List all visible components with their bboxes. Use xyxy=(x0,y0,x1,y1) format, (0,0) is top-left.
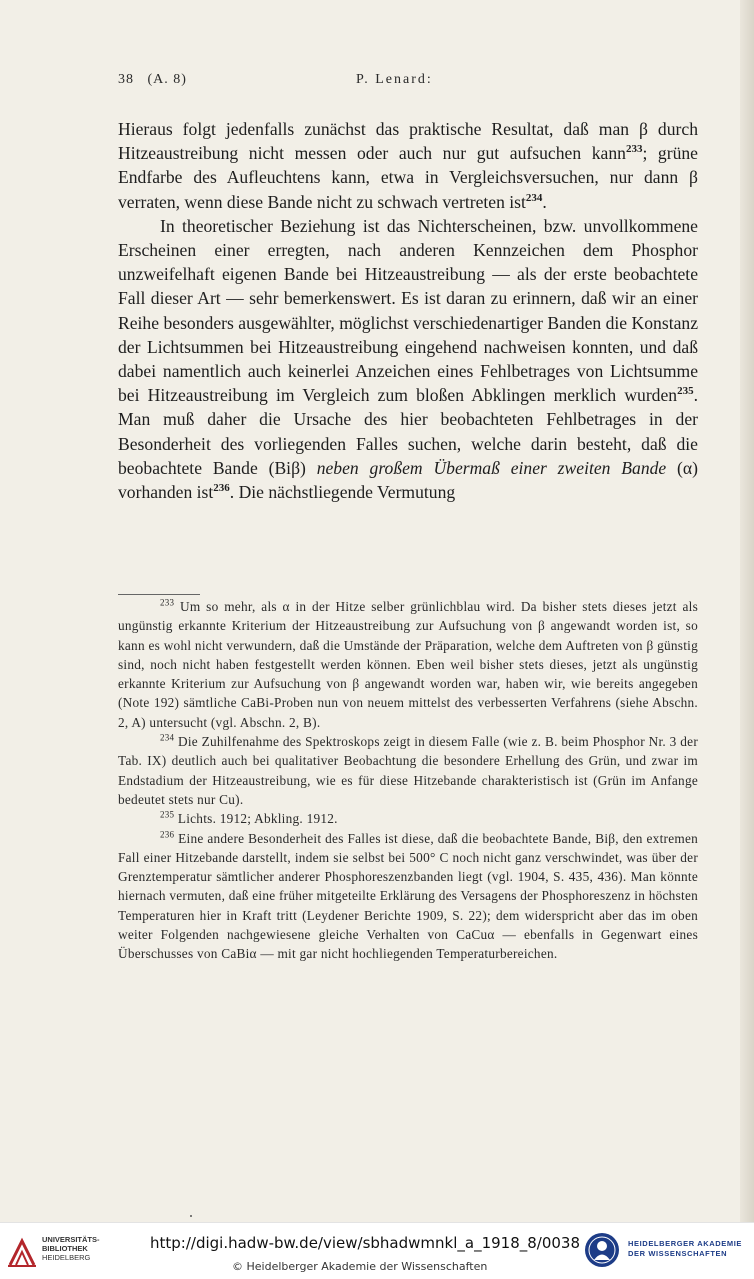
footnote-number: 236 xyxy=(160,829,175,840)
academy-line-2: DER WISSENSCHAFTEN xyxy=(628,1249,728,1258)
scan-speck xyxy=(190,1215,192,1217)
footnote-233 xyxy=(118,597,698,732)
university-library-name[interactable] xyxy=(42,1235,100,1262)
p2-text-c: (α) vorhanden ist xyxy=(118,457,698,503)
p1-text-b: ; grüne Endfarbe des Aufleuchtens kann, etwa in Vergleichsversuchen, nur dann β verraten, wenn diese Bande nicht zu schwach vertreten ist xyxy=(118,143,698,212)
page-number: 38 (A. 8) xyxy=(118,72,187,87)
footnote-rule xyxy=(118,594,200,595)
footnote-number: 235 xyxy=(160,809,175,820)
p1-text-c: . xyxy=(542,191,547,212)
footnotes xyxy=(118,597,698,964)
author-head: P. Lenard: xyxy=(356,72,433,87)
permalink-url[interactable]: http://digi.hadw-bw.de/view/sbhadwmnkl_a_1918_8/0038 xyxy=(150,1234,581,1252)
page-edge-shadow xyxy=(740,0,754,1222)
footnote-text: Um so mehr, als α in der Hitze selber grünlichblau wird. Da bisher stets dieses jetzt als ungünstig erkannte Kriterium der Hitzeaustreibung zur Aufsuchung von β angewandt worden ist, so kann es wohl nicht verwundern, daß die Umstände der Präparation, welche dem Auftreten von β günstig sind, noch nicht haben festgestellt werden können. Eben weil bisher stets dieses, jetzt als ungünstig erkannte Kriterium zur Aufsuchung von β angewandt worden war, haben wir, wie bereits angegeben (Note 192) sämtliche CaBi-Proben nun von neuem mittelst des verbesserten Verfahrens (siehe Abschn. 2, A) untersucht (vgl. Abschn. 2, B). xyxy=(118,599,698,730)
p1-text-a: Hieraus folgt jedenfalls zunächst das praktische Resultat, daß man β durch Hitzeaustreibung nicht messen oder auch nur gut aufsuchen kann xyxy=(118,119,698,164)
footnote-number: 233 xyxy=(160,597,175,608)
p2-italic-phrase: neben großem Übermaß einer zweiten Bande xyxy=(316,457,667,478)
footnote-ref-234[interactable]: 234 xyxy=(525,191,543,204)
university-library-logo-icon[interactable] xyxy=(6,1237,38,1269)
viewer-footer xyxy=(0,1222,754,1279)
academy-name[interactable] xyxy=(628,1239,742,1259)
library-line-1: UNIVERSITÄTS- xyxy=(42,1235,100,1244)
footnote-text: Die Zuhilfenahme des Spektroskops zeigt in diesem Falle (wie z. B. beim Phosphor Nr. 3 der Tab. IX) deutlich auch bei qualitativer Beobachtung die besondere Erhellung des Grün, und zwar im Endstadium der Hitzeaustreibung, wie es für diese Hitzebande charakteristisch ist (Grün im Anfange bedeutet stets nur Cu). xyxy=(118,734,698,807)
library-line-3: HEIDELBERG xyxy=(42,1253,91,1262)
academy-line-1: HEIDELBERGER AKADEMIE xyxy=(628,1239,742,1248)
footnote-ref-236[interactable]: 236 xyxy=(213,482,230,495)
academy-seal-icon[interactable] xyxy=(583,1231,621,1269)
footnote-234 xyxy=(118,732,698,809)
footnote-235 xyxy=(118,809,698,828)
footnote-text: Lichts. 1912; Abkling. 1912. xyxy=(177,811,338,827)
footnote-text: Eine andere Besonderheit des Falles ist diese, daß die beobachtete Bande, Biβ, den extremen Fall einer Hitzebande darstellt, indem sie selbst bei 500° C noch nicht ganz verschwindet, was über der Grenztemperatur sämtlicher anderer Phosphoreszenzbanden liegt (vgl. 1904, S. 435, 436). Man könnte hiernach vermuten, daß eine früher mitgeteilte Erklärung des Versagens der Phosphoreszenz in höchsten Temperaturen hier in Kraft tritt (Leydener Berichte 1909, S. 22); dem widerspricht aber das im oben weiter Folgenden nachgewiesene gleiche Verhalten von CaCuα — ebenfalls in Gegenwart eines Überschusses von CaBiα — mit gar nicht hochliegenden Temperaturbereichen. xyxy=(118,830,699,962)
paragraph-1 xyxy=(118,117,698,214)
library-line-2: BIBLIOTHEK xyxy=(42,1244,88,1253)
footnote-number: 234 xyxy=(160,732,175,743)
copyright-notice: © Heidelberger Akademie der Wissenschaften xyxy=(232,1260,488,1273)
main-text xyxy=(118,117,698,504)
footnote-ref-235[interactable]: 235 xyxy=(677,385,694,398)
running-head xyxy=(118,72,696,92)
paragraph-2 xyxy=(118,214,698,504)
footnote-236 xyxy=(118,829,698,964)
p2-text-a: In theoretischer Beziehung ist das Nichterscheinen, bzw. unvollkommene Erscheinen einer erregten, nach anderen Kennzeichen dem Phosphor unzweifelhaft eigenen Bande bei Hitzeaustreibung — als der erste beobachtete Fall dieser Art — sehr bemerkenswert. Es ist daran zu erinnern, daß wir an einer Reihe besonders ausgewählter, möglichst verschiedenartiger Banden die Konstanz der Lichtsummen bei Hitzeaustreibung eingehend nachweisen konnten, und daß dabei namentlich auch keinerlei Anzeichen eines Fehlbetrages von Lichtsumme bei Hitzeaustreibung im Vergleich zum bloßen Abklingen merklich wurden xyxy=(118,215,698,406)
p2-text-b: . Man muß daher die Ursache des hier beobachteten Fehlbetrages in der Besonderheit des vorliegenden Falles suchen, welche darin besteht, daß die beobachtete Bande (Biβ) xyxy=(118,385,698,478)
footnote-ref-233[interactable]: 233 xyxy=(625,143,643,156)
p2-text-d: . Die nächstliegende Vermutung xyxy=(229,482,456,503)
